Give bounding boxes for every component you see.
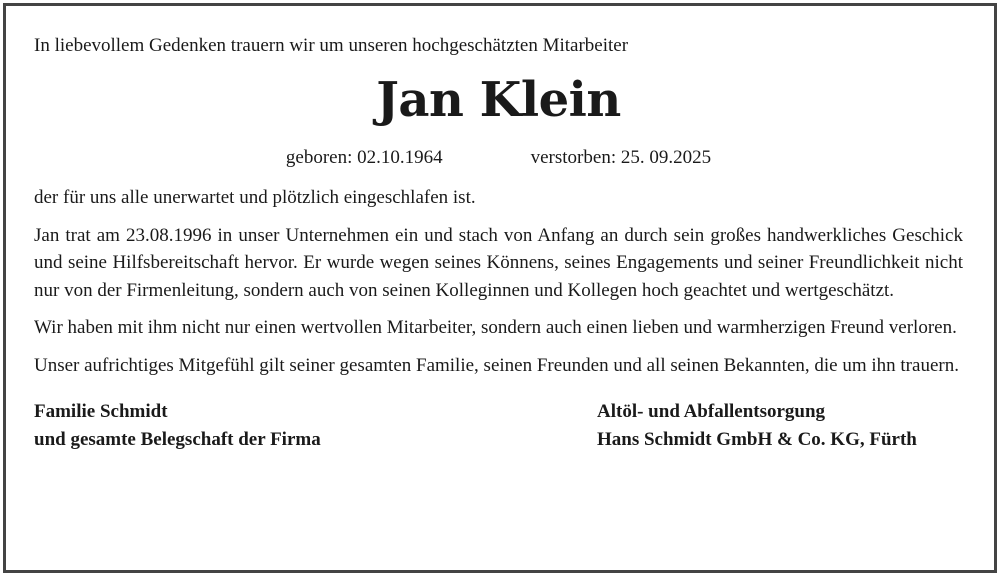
signature-company [597, 398, 963, 453]
signature-company-line-2: Hans Schmidt GmbH & Co. KG, Fürth [597, 428, 917, 450]
obituary-notice [34, 33, 963, 453]
signature-family-line-1: Familie Schmidt [34, 401, 168, 422]
signature-family-line-2: und gesamte Belegschaft der Firma [34, 428, 321, 450]
signature-family [34, 398, 321, 453]
paragraph-1: der für uns alle unerwartet und plötzlich eingeschlafen ist. [34, 187, 476, 208]
paragraph-4: Unser aufrichtiges Mitgefühl gilt seiner gesamten Familie, seinen Freunden und all seinen Bekannten, die um ihn trauern. [34, 354, 959, 376]
birth-date: geboren: 02.10.1964 [285, 147, 443, 168]
deceased-name: Jan Klein [376, 72, 621, 128]
signatures [34, 398, 963, 453]
signature-company-line-1: Altöl- und Abfallentsorgung [597, 401, 826, 422]
death-date: verstorben: 25. 09.2025 [530, 147, 712, 168]
intro-text: In liebevollem Gedenken trauern wir um unseren hochgeschätzten Mitarbeiter [34, 35, 629, 56]
paragraph-2: Jan trat am 23.08.1996 in unser Unternehmen ein und stach von Anfang an durch sein großes handwerkliches Geschick und seine Hilfsbereitschaft hervor. Er wurde wegen seines Könnens, seines Engagements und seiner Freundlichkeit nicht nur von der Firmenleitung, sondern auch von seinen Kolleginnen und Kollegen hoch geachtet und wertgeschätzt. [34, 224, 963, 301]
life-dates [34, 145, 963, 171]
paragraph-3: Wir haben mit ihm nicht nur einen wertvollen Mitarbeiter, sondern auch einen lieben und warmherzigen Freund verloren. [34, 317, 957, 338]
